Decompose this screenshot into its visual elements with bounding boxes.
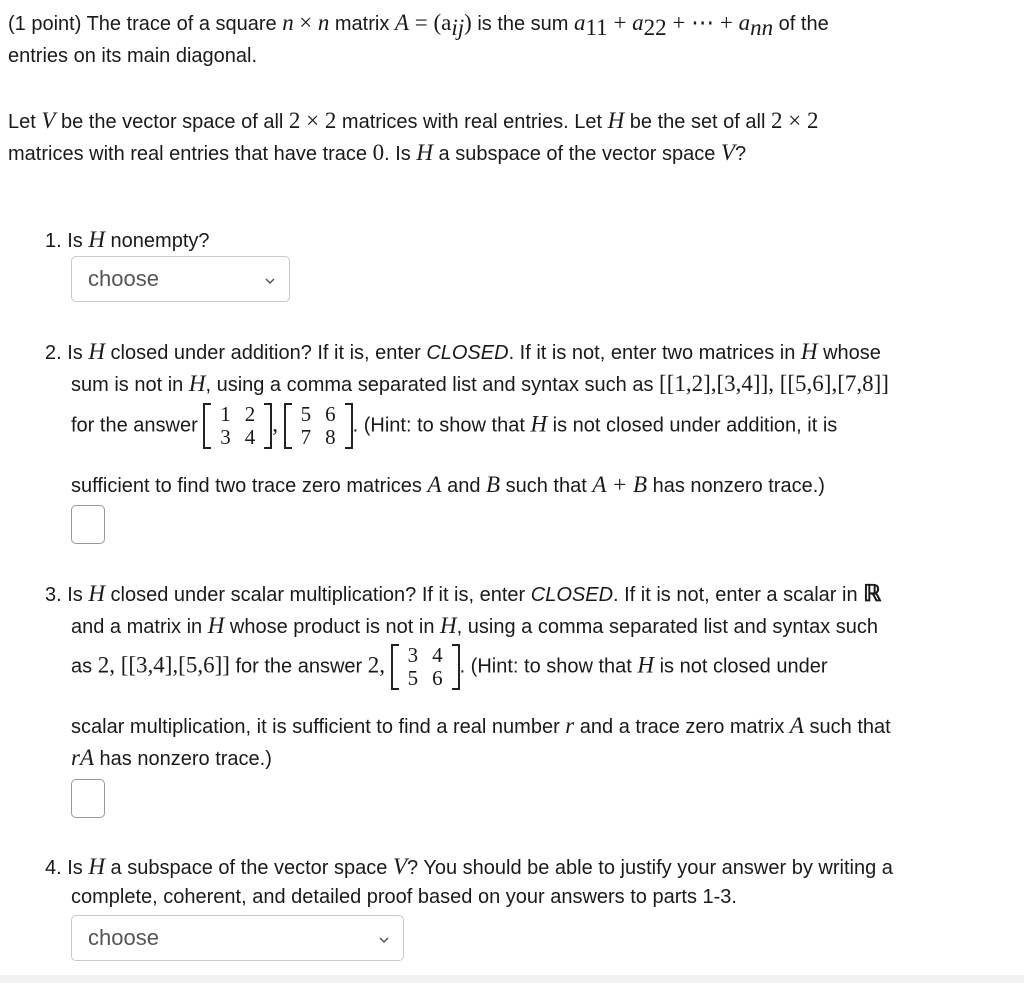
chevron-down-icon xyxy=(379,935,389,945)
example-matrix-2: 5 6 7 8 xyxy=(284,403,353,449)
question-3-line-5: rA has nonzero trace.) xyxy=(71,745,272,770)
setup-line-1: Let V be the vector space of all 2 × 2 matrices with real entries. Let H be the set of all 2 × 2 xyxy=(8,108,819,133)
question-1: 1. Is H nonempty? xyxy=(45,227,210,252)
example-matrix-1: 1 2 3 4 xyxy=(203,403,272,449)
bottom-shade xyxy=(0,975,1024,983)
setup-line-2: matrices with real entries that have trace 0. Is H a subspace of the vector space V? xyxy=(8,140,747,165)
q1-answer-select[interactable] xyxy=(71,256,290,302)
example-matrix-3: 3 4 5 6 xyxy=(391,644,460,690)
q1-select-value: choose xyxy=(88,266,159,291)
problem-statement-line-1: (1 point) The trace of a square n × n matrix $A = (a_{ij})$ is the sum $a_{11} + a_{22}$ + ⋯ + $a_{nn}$ of the xyxy=(8,10,829,40)
question-3-line-4: scalar multiplication, it is sufficient to find a real number r and a trace zero matrix A such that xyxy=(71,713,891,738)
question-3-line-2: and a matrix in H whose product is not in H, using a comma separated list and syntax such xyxy=(71,613,878,638)
question-2-line-2: sum is not in H, using a comma separated list and syntax such as [[1,2],[3,4]], [[5,6],[7,8]] xyxy=(71,371,889,396)
question-2-line-1: 2. Is H closed under addition? If it is, enter CLOSED. If it is not, enter two matrices in H whose xyxy=(45,339,881,364)
chevron-down-icon xyxy=(265,276,275,286)
question-3-line-3: as 2, [[3,4],[5,6]] for the answer 2, 3 4 5 6 . (Hint: to show that H is not closed under xyxy=(71,643,828,690)
q4-select-value: choose xyxy=(88,925,159,950)
q3-answer-input[interactable] xyxy=(71,779,105,818)
question-2-line-3: for the answer 1 2 3 4 , 5 6 7 8 . (Hint: to show that H is not closed under addition, it is xyxy=(71,402,838,449)
question-2-line-4: sufficient to find two trace zero matrices A and B such that A + B has nonzero trace.) xyxy=(71,472,825,497)
question-3-line-1: 3. Is H closed under scalar multiplication? If it is, enter CLOSED. If it is not, enter a scalar in ℝ xyxy=(45,581,882,606)
q4-answer-select[interactable] xyxy=(71,915,404,961)
problem-statement-line-2: entries on its main diagonal. xyxy=(8,45,258,67)
q2-answer-input[interactable] xyxy=(71,505,105,544)
question-4-line-1: 4. Is H a subspace of the vector space V? You should be able to justify your answer by writing a xyxy=(45,854,893,879)
question-4-line-2: complete, coherent, and detailed proof based on your answers to parts 1-3. xyxy=(71,886,737,908)
